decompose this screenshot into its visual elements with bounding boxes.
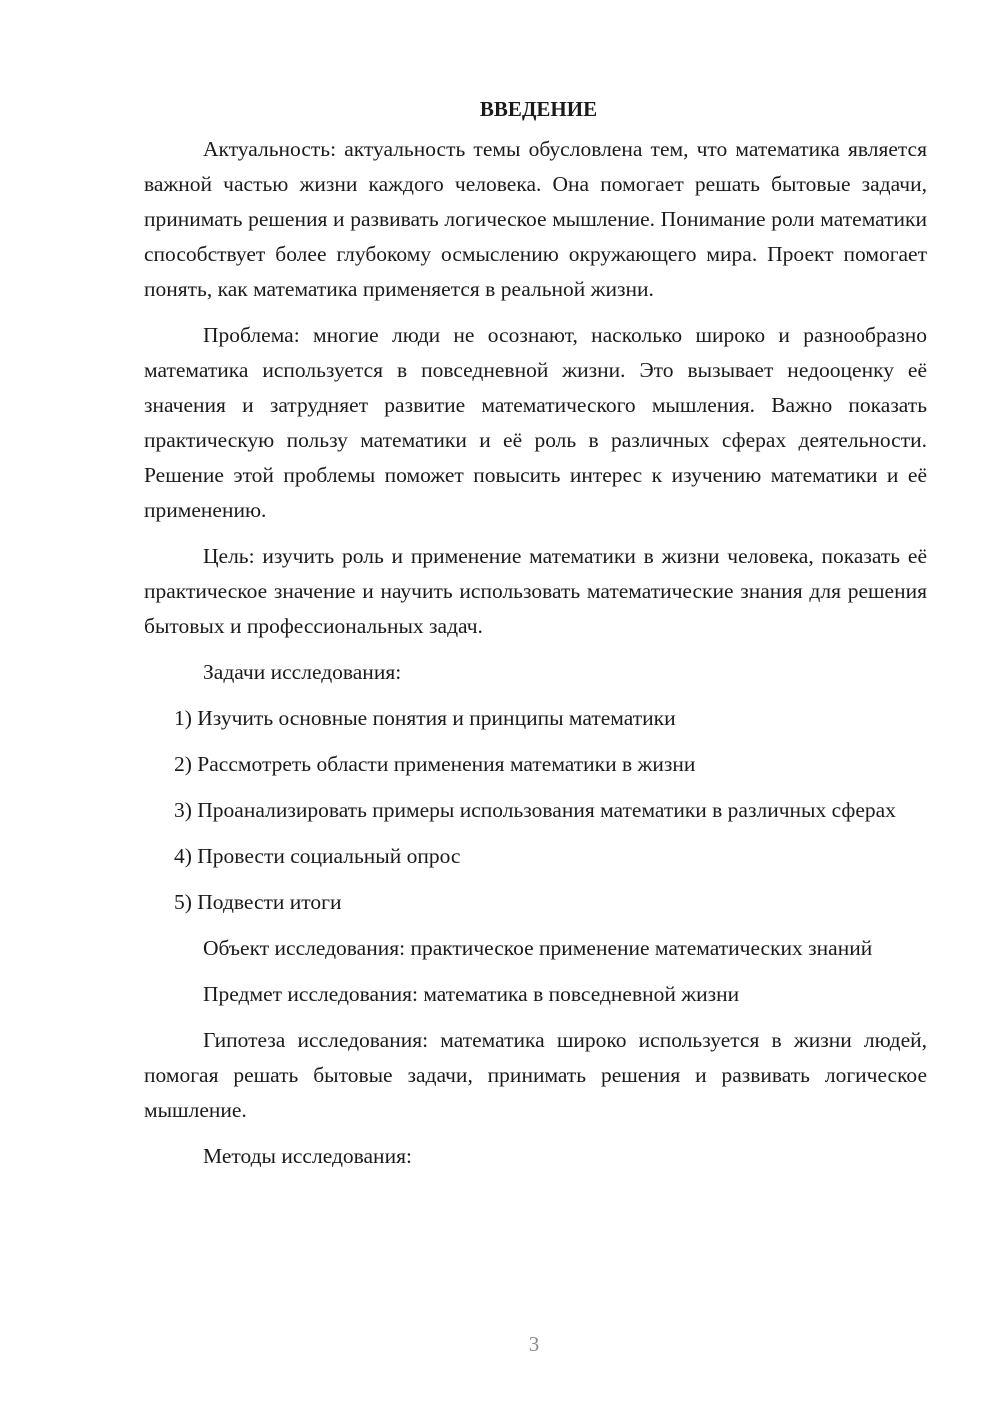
task-item-3: 3) Проанализировать примеры использования математики в различных сферах (174, 798, 896, 822)
task-item-5: 5) Подвести итоги (174, 890, 342, 914)
problem-paragraph: Проблема: многие люди не осознают, насколько широко и разнообразно математика используется в повседневной жизни. Это вызывает недооценку её значения и затрудняет развитие математического мышления. Важно показать практическую пользу математики и её роль в различных сферах деятельности. Решение этой проблемы поможет повысить интерес к изучению математики и её применению. (144, 323, 927, 522)
section-title: ВВЕДЕНИЕ (479, 97, 598, 121)
task-item-1: 1) Изучить основные понятия и принципы математики (174, 706, 676, 730)
methods-heading: Методы исследования: (203, 1144, 412, 1168)
relevance-paragraph: Актуальность: актуальность темы обусловлена тем, что математика является важной частью жизни каждого человека. Она помогает решать бытовые задачи, принимать решения и развивать логическое мышление. Понимание роли математики способствует более глубокому осмыслению окружающего мира. Проект помогает понять, как математика применяется в реальной жизни. (144, 137, 927, 301)
hypothesis-paragraph: Гипотеза исследования: математика широко используется в жизни людей, помогая решать бытовые задачи, принимать решения и развивать логическое мышление. (144, 1028, 927, 1122)
task-item-2: 2) Рассмотреть области применения математики в жизни (174, 752, 696, 776)
object-paragraph: Объект исследования: практическое применение математических знаний (203, 936, 873, 960)
goal-paragraph: Цель: изучить роль и применение математики в жизни человека, показать её практическое значение и научить использовать математические знания для решения бытовых и профессиональных задач. (144, 544, 927, 638)
page-number: 3 (528, 1332, 540, 1356)
document-page (144, 92, 927, 1185)
task-item-4: 4) Провести социальный опрос (174, 844, 461, 868)
subject-paragraph: Предмет исследования: математика в повседневной жизни (203, 982, 740, 1006)
tasks-heading: Задачи исследования: (203, 660, 402, 684)
